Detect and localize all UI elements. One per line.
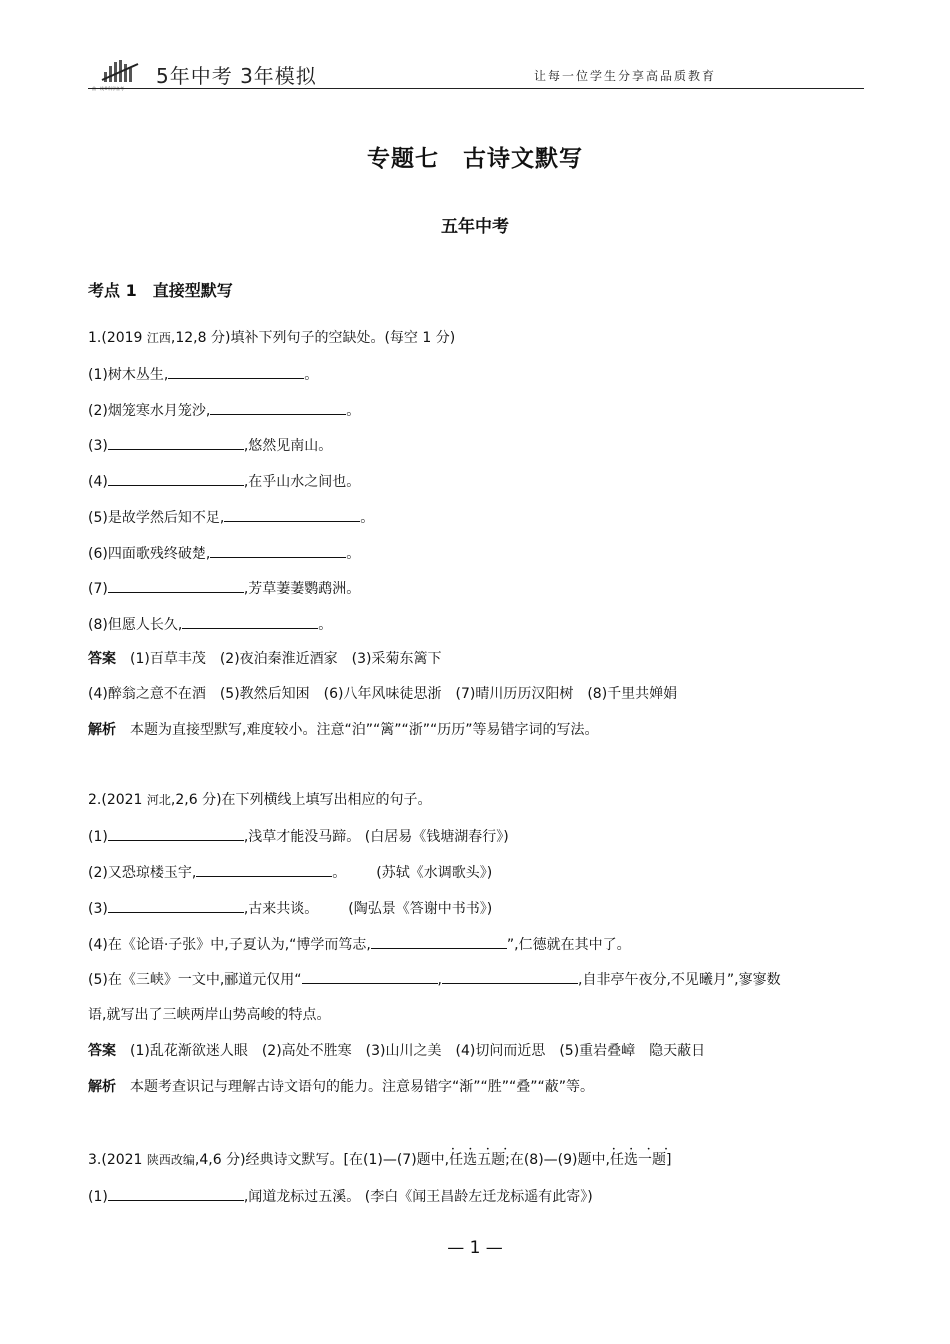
answer-blank[interactable]	[210, 399, 346, 415]
topic-heading: 考点 1 直接型默写	[88, 281, 233, 300]
q1-item-7: (7) ,芳草萋萋鹦鹉洲。	[88, 577, 360, 599]
q3-stem: 3.(2021 陕西改编,4,6 分)经典诗文默写。[在(1)—(7)题中,• • • • 任选五题;在(8)—(9)题中,• • • • 任选一题]	[88, 1150, 671, 1170]
q1-analysis: 解析 本题为直接型默写,难度较小。注意“泊”“篱”“浙”“历历”等易错字词的写法。	[88, 722, 599, 738]
answer-blank[interactable]	[196, 861, 332, 877]
answer-blank[interactable]	[168, 363, 304, 379]
answer-blank[interactable]	[182, 613, 318, 629]
q1-item-5: (5)是故学然后知不足, 。	[88, 506, 374, 528]
answer-blank[interactable]	[224, 506, 360, 522]
q1-answer: 答案 (1)百草丰茂 (2)夜泊秦淮近酒家 (3)采菊东篱下	[88, 651, 442, 667]
q2-item-4: (4)在《论语·子张》中,子夏认为,“博学而笃志, ”,仁德就在其中了。	[88, 933, 631, 955]
q1-item-3: (3) ,悠然见南山。	[88, 434, 332, 456]
q2-analysis: 解析 本题考查识记与理解古诗文语句的能力。注意易错字“渐”“胜”“叠”“蔽”等。	[88, 1079, 595, 1095]
answer-blank[interactable]	[210, 542, 346, 558]
page-number: — 1 —	[447, 1238, 503, 1258]
emphasis-dots: • • • • 任选五题	[449, 1152, 505, 1168]
q2-stem: 2.(2021 河北,2,6 分)在下列横线上填写出相应的句子。	[88, 792, 432, 808]
q2-item-2: (2)又恐琼楼玉宇, 。 (苏轼《水调歌头》)	[88, 861, 492, 883]
answer-blank[interactable]	[108, 434, 244, 450]
answer-blank[interactable]	[108, 825, 244, 841]
q1-answer-cont: (4)醉翁之意不在酒 (5)教然后知困 (6)八年风味徒思浙 (7)晴川历历汉阳树 (8)千里共婵娟	[88, 686, 678, 702]
brand-title: 5年中考 3年模拟	[156, 64, 317, 88]
page-header	[88, 56, 864, 92]
logo-icon	[100, 58, 140, 88]
q3-item-1: (1) ,闻道龙标过五溪。 (李白《闻王昌龄左迁龙标遥有此寄》)	[88, 1185, 593, 1207]
answer-blank[interactable]	[108, 897, 244, 913]
emphasis-dots: • • • • 任选一题	[610, 1152, 666, 1168]
answer-blank[interactable]	[302, 968, 438, 984]
q2-answer: 答案 (1)乱花渐欲迷人眼 (2)高处不胜寒 (3)山川之美 (4)切问而近思 (5)重岩叠嶂 隐天蔽日	[88, 1043, 706, 1059]
q2-item-5: (5)在《三峡》一文中,郦道元仅用“ , ,自非亭午夜分,不见曦月”,寥寥数	[88, 968, 781, 990]
q1-item-2: (2)烟笼寒水月笼沙, 。	[88, 399, 360, 421]
header-divider	[88, 88, 864, 89]
q2-item-5-cont: 语,就写出了三峡两岸山势高峻的特点。	[88, 1007, 331, 1023]
section-subtitle: 五年中考	[441, 217, 509, 237]
q1-item-6: (6)四面歌残终破楚, 。	[88, 542, 360, 564]
q1-item-4: (4) ,在乎山水之间也。	[88, 470, 360, 492]
answer-blank[interactable]	[442, 968, 578, 984]
answer-blank[interactable]	[108, 470, 244, 486]
q1-item-8: (8)但愿人长久, 。	[88, 613, 332, 635]
q2-item-1: (1) ,浅草才能没马蹄。 (白居易《钱塘湖春行》)	[88, 825, 509, 847]
q1-item-1: (1)树木丛生, 。	[88, 363, 318, 385]
q2-item-3: (3) ,古来共谈。 (陶弘景《答谢中书书》)	[88, 897, 492, 919]
answer-blank[interactable]	[371, 933, 507, 949]
brand-slogan: 让每一位学生分享高品质教育	[533, 69, 716, 83]
logo-caption: 曲一线®科学备考	[92, 86, 124, 91]
answer-blank[interactable]	[108, 1185, 244, 1201]
page-title: 专题七 古诗文默写	[367, 146, 583, 172]
q1-stem: 1.(2019 江西,12,8 分)填补下列句子的空缺处。(每空 1 分)	[88, 330, 456, 346]
answer-blank[interactable]	[108, 577, 244, 593]
